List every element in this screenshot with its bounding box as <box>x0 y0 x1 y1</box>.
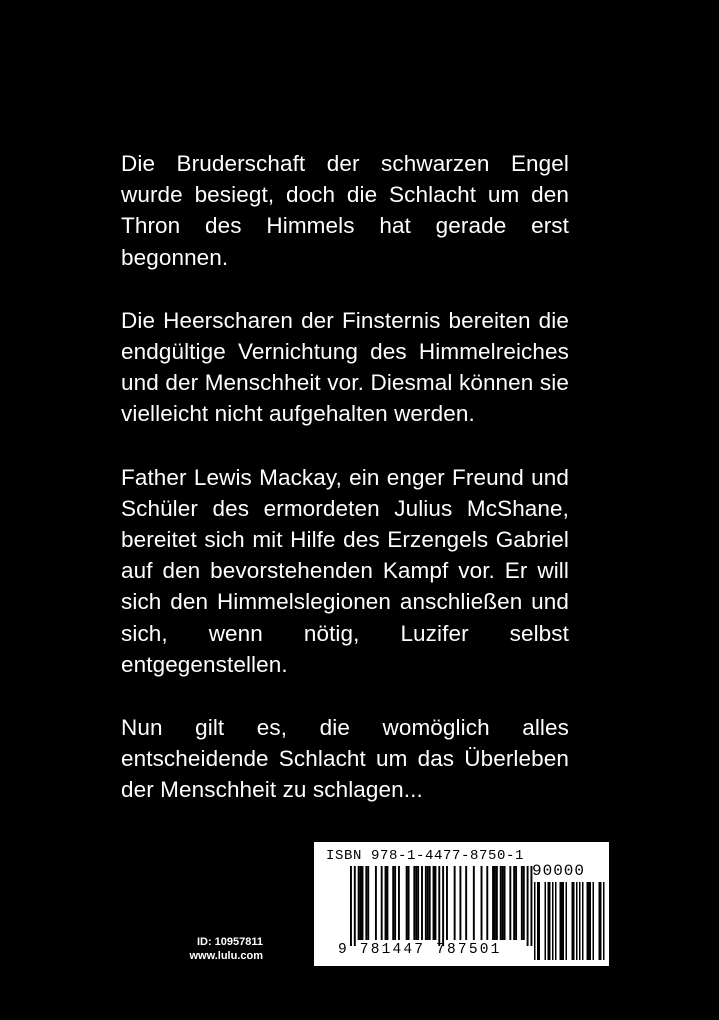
barcode-bar <box>386 866 388 940</box>
barcode-bar <box>494 866 496 940</box>
barcode-bar <box>417 866 419 940</box>
barcode-bar <box>350 866 352 946</box>
addon-bar <box>599 882 601 960</box>
barcode-bar <box>515 866 517 940</box>
barcode-bar <box>509 866 511 940</box>
addon-bar <box>561 882 563 960</box>
addon-bar <box>552 882 554 960</box>
barcode-bar <box>365 866 367 940</box>
barcode-bar <box>530 866 532 946</box>
barcode-bar <box>496 866 498 940</box>
barcode-bar <box>367 866 369 940</box>
barcode-bar <box>433 866 435 940</box>
barcode-bar <box>465 866 467 940</box>
barcode-bar <box>385 866 387 940</box>
barcode-bar <box>375 866 377 940</box>
barcode-bar <box>415 866 417 940</box>
barcode-bar <box>502 866 504 940</box>
addon-bar <box>548 882 550 960</box>
barcode-bar <box>492 866 494 940</box>
isbn-barcode <box>314 842 609 966</box>
barcode-bar <box>500 866 502 940</box>
barcode-bar <box>358 866 360 940</box>
addon-bar <box>545 882 547 960</box>
addon-bar <box>600 882 602 960</box>
addon-bar <box>576 882 578 960</box>
barcode-bar <box>442 866 444 946</box>
barcode-bar <box>427 866 429 940</box>
addon-bar <box>582 882 584 960</box>
addon-bar <box>537 882 539 960</box>
blurb-paragraph-1: Die Bruderschaft der schwarzen Engel wurde besiegt, doch die Schlacht um den Thron des Himmels hat gerade erst begonnen. <box>121 151 569 270</box>
barcode-bar <box>421 866 423 940</box>
barcode-bar <box>425 866 427 940</box>
barcode-bar <box>438 866 440 946</box>
price-code: 90000 <box>532 862 586 880</box>
barcode-bar <box>398 866 400 940</box>
barcode-bar <box>354 866 356 946</box>
addon-bar <box>566 882 568 960</box>
barcode-bar <box>454 866 456 940</box>
addon-bar <box>555 882 557 960</box>
back-cover-blurb <box>121 148 569 806</box>
addon-bar <box>579 882 581 960</box>
barcode-bar <box>413 866 415 940</box>
addon-bar <box>603 882 605 960</box>
publisher-url: www.lulu.com <box>189 950 263 962</box>
addon-bar <box>590 882 592 960</box>
barcode-bar <box>513 866 515 940</box>
barcode-bar <box>486 866 488 940</box>
isbn-label: ISBN 978-1-4477-8750-1 <box>326 848 525 864</box>
blurb-paragraph-4: Nun gilt es, die womöglich alles entscheidende Schlacht um das Überleben der Menschheit zu schlagen... <box>121 715 569 803</box>
barcode-bar <box>527 866 529 946</box>
addon-bar <box>560 882 562 960</box>
addon-bar <box>573 882 575 960</box>
barcode-bar <box>434 866 436 940</box>
blurb-paragraph-2: Die Heerscharen der Finsternis bereiten die endgültige Vernichtung des Himmelreiches und der Menschheit vor. Diesmal können sie vielleicht nicht aufgehalten werden. <box>121 307 569 427</box>
barcode-bar <box>521 866 523 940</box>
barcode-bar <box>381 866 383 940</box>
barcode-bar <box>360 866 362 940</box>
barcode-bar <box>408 866 410 940</box>
barcode-bar <box>394 866 396 940</box>
barcode-bar <box>429 866 431 940</box>
addon-bar <box>593 882 595 960</box>
barcode-bar <box>504 866 506 940</box>
barcode-bar <box>392 866 394 940</box>
barcode-bar <box>481 866 483 940</box>
blurb-paragraph-3: Father Lewis Mackay, ein enger Freund und Schüler des ermordeten Julius McShane, bereitet sich mit Hilfe des Erzengels Gabriel auf den bevorstehenden Kampf vor. Er will sich den Himmelslegionen anschließen und sich, wenn nötig, Luzifer selbst entgegenstellen. <box>121 464 569 677</box>
barcode-bar <box>459 866 461 940</box>
addon-bar <box>588 882 590 960</box>
addon-bar <box>539 882 541 960</box>
barcode-bar <box>362 866 364 940</box>
addon-bar <box>587 882 589 960</box>
addon-bar <box>563 882 565 960</box>
book-id: ID: 10957811 <box>196 936 263 948</box>
ean-digits: 9 781447 787501 <box>338 942 502 958</box>
barcode-bar <box>473 866 475 940</box>
addon-bar <box>572 882 574 960</box>
addon-bar <box>549 882 551 960</box>
barcode-bar <box>523 866 525 940</box>
publisher-imprint <box>150 935 263 963</box>
addon-bar <box>534 882 536 960</box>
barcode-bar <box>446 866 448 940</box>
barcode-bar <box>406 866 408 940</box>
